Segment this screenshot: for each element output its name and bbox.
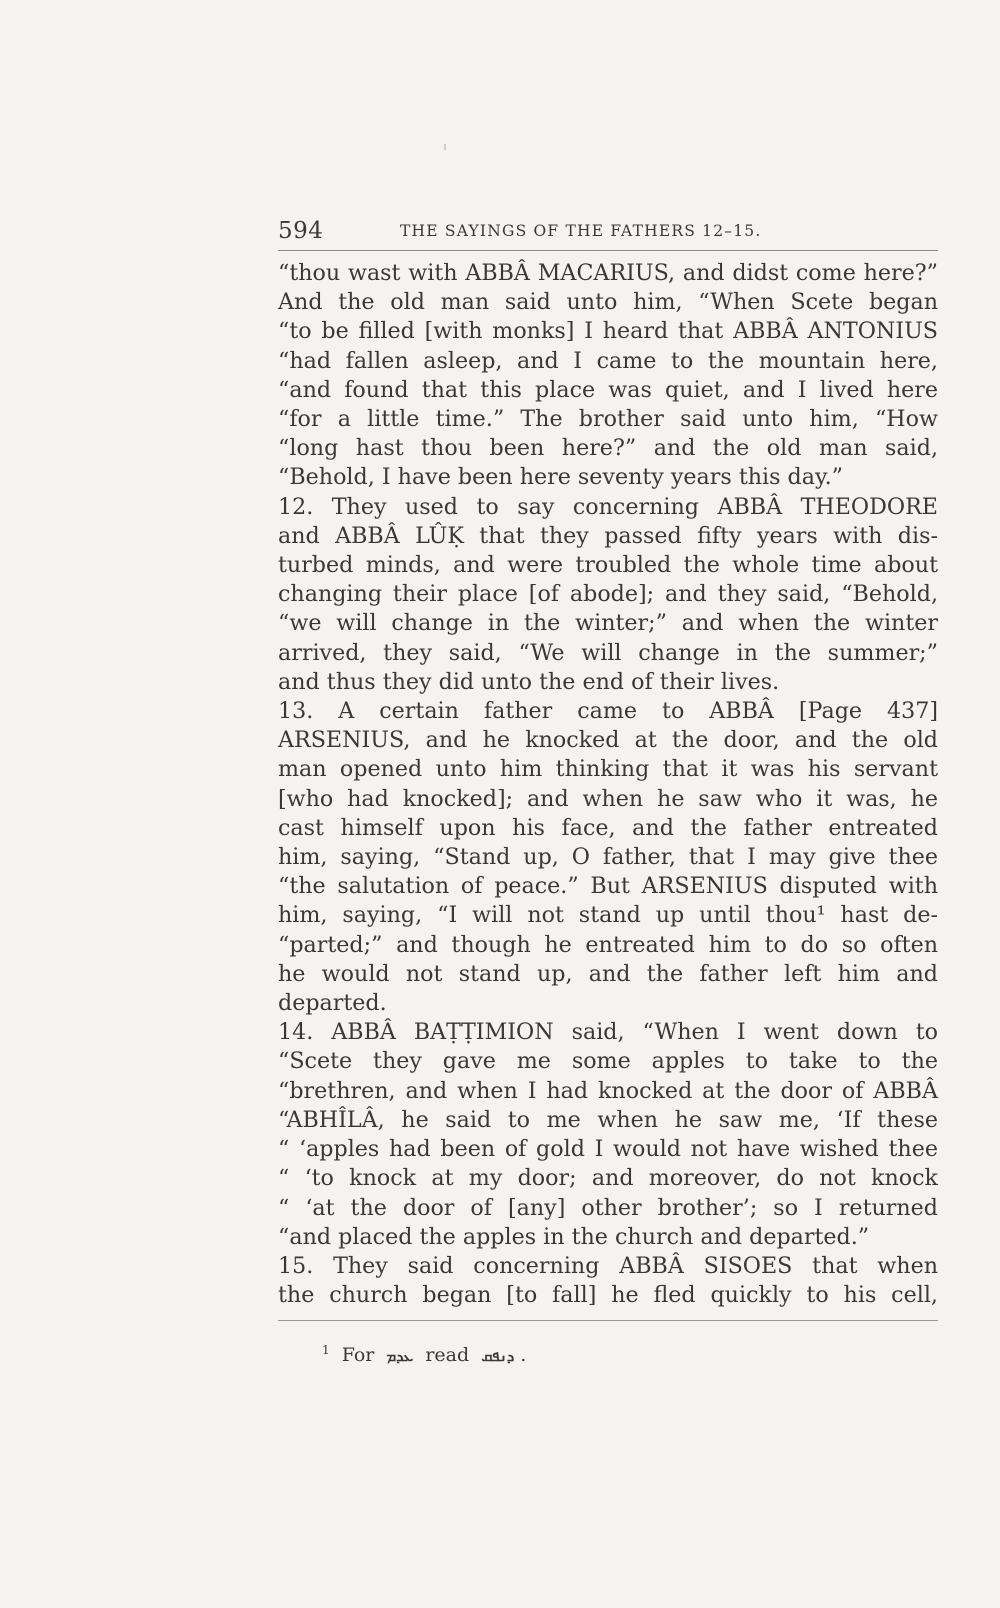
- text-line: “for a little time.” The brother said unto him, “How: [278, 406, 938, 433]
- text-line: and ABBÂ LÛḲ that they passed fifty years with dis-: [278, 522, 938, 549]
- text-line: him, saying, “I will not stand up until thou¹ hast de-: [278, 902, 938, 929]
- body-text: [278, 259, 938, 1310]
- footnote-syriac-word: ܥܕܡ: [386, 1347, 414, 1366]
- text-line: turbed minds, and were troubled the whole time about: [278, 552, 938, 579]
- text-line: cast himself upon his face, and the father entreated: [278, 814, 938, 841]
- book-page: [278, 214, 938, 1369]
- page-number: 594: [278, 218, 324, 244]
- text-line: “we will change in the winter;” and when the winter: [278, 610, 938, 637]
- text-line: “parted;” and though he entreated him to do so often: [278, 931, 938, 958]
- text-line: 13. A certain father came to ABBÂ [Page 437]: [278, 698, 938, 725]
- text-line: 12. They used to say concerning ABBÂ THEODORE: [278, 493, 938, 520]
- text-line: And the old man said unto him, “When Scete began: [278, 289, 938, 316]
- text-line: “and placed the apples in the church and departed.”: [278, 1223, 870, 1250]
- text-line: “Behold, I have been here seventy years this day.”: [278, 464, 843, 491]
- text-line: “Scete they gave me some apples to take to the: [278, 1048, 938, 1075]
- text-line: “ABHÎLÂ, he said to me when he saw me, ‘If these: [278, 1106, 938, 1133]
- text-line: man opened unto him thinking that it was his servant: [278, 756, 938, 783]
- footnote-marker: 1: [322, 1343, 330, 1358]
- text-line: 14. ABBÂ BAṬṬIMION said, “When I went down to: [278, 1019, 938, 1046]
- footnote-syriac-word: ܕܢܦܩ: [481, 1347, 515, 1366]
- paper-speck: [444, 144, 446, 150]
- text-line: “had fallen asleep, and I came to the mountain here,: [278, 347, 938, 374]
- running-head: THE SAYINGS OF THE FATHERS 12–15.: [400, 222, 762, 240]
- text-line: departed.: [278, 990, 387, 1017]
- text-line: [who had knocked]; and when he saw who it was, he: [278, 785, 938, 812]
- footnote-rule: [278, 1320, 938, 1321]
- text-line: changing their place [of abode]; and they said, “Behold,: [278, 581, 938, 608]
- footnote: [278, 1337, 938, 1369]
- text-line: and thus they did unto the end of their lives.: [278, 668, 780, 695]
- footnote-text-middle: read: [425, 1344, 470, 1367]
- text-line: “ ‘to knock at my door; and moreover, do not knock: [278, 1165, 938, 1192]
- text-line: “the salutation of peace.” But ARSENIUS disputed with: [278, 873, 938, 900]
- page-header: [278, 214, 938, 251]
- text-line: “ ‘apples had been of gold I would not have wished thee: [278, 1136, 938, 1163]
- footnote-text-after: .: [520, 1344, 527, 1367]
- text-line: “and found that this place was quiet, and I lived here: [278, 376, 938, 403]
- text-line: ARSENIUS, and he knocked at the door, and the old: [278, 727, 938, 754]
- footnote-text-before: For: [341, 1344, 375, 1367]
- text-line: he would not stand up, and the father left him and: [278, 960, 938, 987]
- text-line: “ ‘at the door of [any] other brother’; so I returned: [278, 1194, 938, 1221]
- text-line: “brethren, and when I had knocked at the door of ABBÂ: [278, 1077, 938, 1104]
- text-line: him, saying, “Stand up, O father, that I may give thee: [278, 844, 938, 871]
- text-line: “thou wast with ABBÂ MACARIUS, and didst come here?”: [278, 260, 938, 286]
- text-line: 15. They said concerning ABBÂ SISOES that when: [278, 1252, 938, 1279]
- text-line: “to be filled [with monks] I heard that ABBÂ ANTONIUS: [278, 318, 938, 345]
- text-line: “long hast thou been here?” and the old man said,: [278, 435, 938, 462]
- text-line: the church began [to fall] he fled quickly to his cell,: [278, 1282, 938, 1309]
- text-line: arrived, they said, “We will change in the summer;”: [278, 639, 938, 666]
